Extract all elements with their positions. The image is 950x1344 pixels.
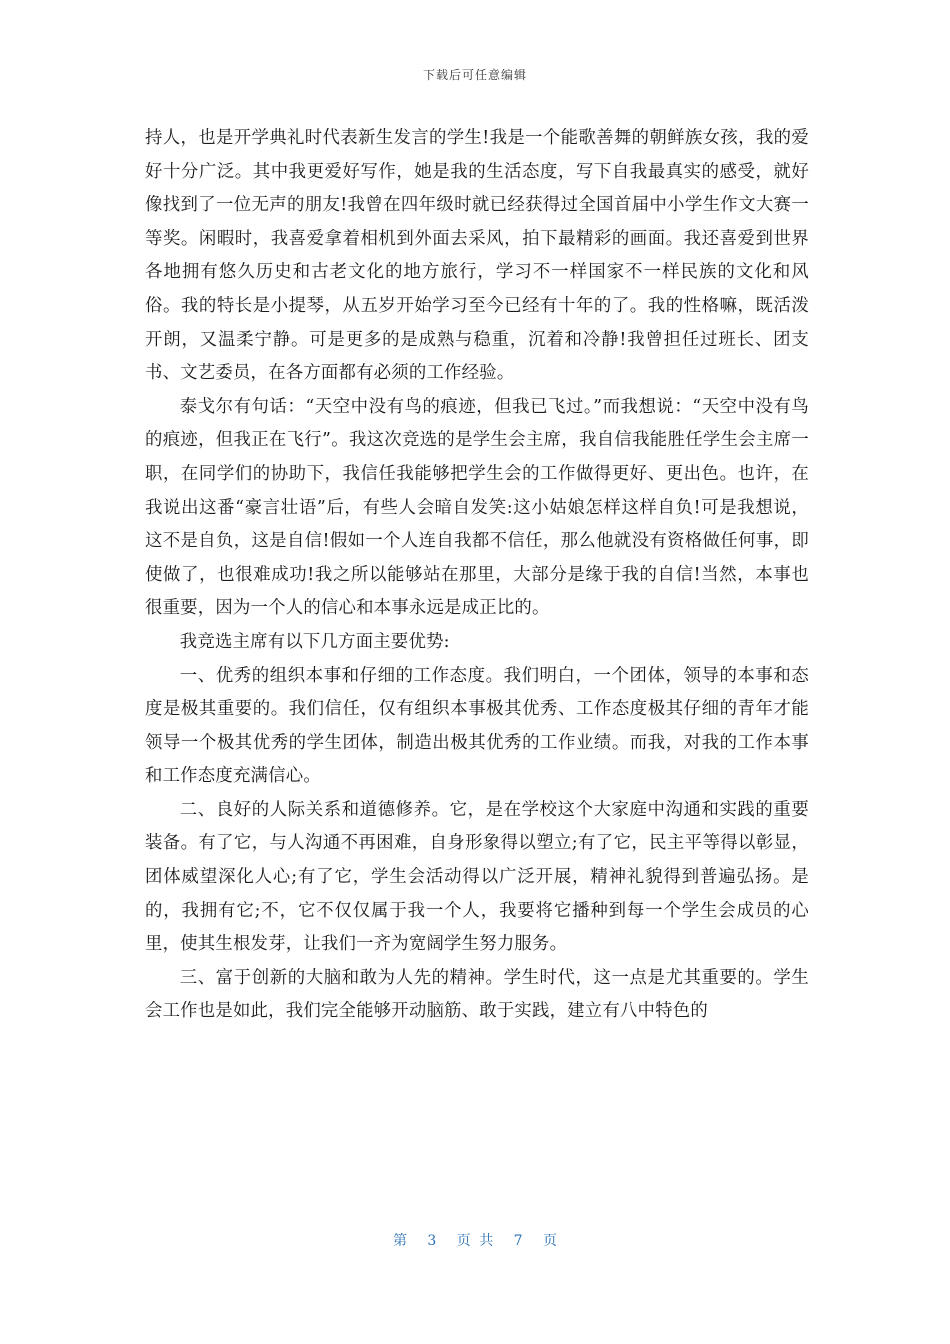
paragraph: 我竞选主席有以下几方面主要优势: bbox=[179, 631, 450, 652]
page-header-note: 下载后可任意编辑 bbox=[422, 68, 527, 82]
total-pages-number: 7 bbox=[513, 1233, 523, 1249]
paragraph: 二、良好的人际关系和道德修养。它，是在学校这个大家庭中沟通和实践的重要装备。有了它，与人沟通不再困难，自身形象得以塑立;有了它，民主平等得以彰显，团体威望深化人心;有了它，学生会活动得以广泛开展，精神礼貌得到普遍弘扬。是的，我拥有它;不，它不仅仅属于我一个人，我要将它播种到每一个学生会成员的心里，使其生根发芽，让我们一齐为宽阔学生努力服务。 bbox=[145, 799, 809, 955]
paragraph: 持人，也是开学典礼时代表新生发言的学生!我是一个能歌善舞的朝鲜族女孩，我的爱好十分广泛。其中我更爱好写作，她是我的生活态度，写下自我最真实的感受，就好像找到了一位无声的朋友!我曾在四年级时就已经获得过全国首届中小学生作文大赛一等奖。闲暇时，我喜爱拿着相机到外面去采风，拍下最精彩的画面。我还喜爱到世界各地拥有悠久历史和古老文化的地方旅行，学习不一样国家不一样民族的文化和风俗。我的特长是小提琴，从五岁开始学习至今已经有十年的了。我的性格嘛，既活泼开朗，又温柔宁静。可是更多的是成熟与稳重，沉着和冷静!我曾担任过班长、团支书、文艺委员，在各方面都有必须的工作经验。 bbox=[145, 128, 809, 384]
page-label-suffix: 页 bbox=[543, 1233, 558, 1249]
paragraph: 三、富于创新的大脑和敢为人先的精神。学生时代，这一点是尤其重要的。学生会工作也是如此，我们完全能够开动脑筋、敢于实践，建立有八中特色的 bbox=[145, 967, 809, 1022]
page-label-middle: 页 共 bbox=[456, 1233, 494, 1249]
paragraph: 泰戈尔有句话：“天空中没有鸟的痕迹，但我已飞过。”而我想说：“天空中没有鸟的痕迹，但我正在飞行”。我这次竞选的是学生会主席，我自信我能胜任学生会主席一职，在同学们的协助下，我信任我能够把学生会的工作做得更好、更出色。也许，在我说出这番“豪言壮语”后，有些人会暗自发笑:这小姑娘怎样这样自负!可是我想说，这不是自负，这是自信!假如一个人连自我都不信任，那么他就没有资格做任何事，即使做了，也很难成功!我之所以能够站在那里，大部分是缘于我的自信!当然，本事也很重要，因为一个人的信心和本事永远是成正比的。 bbox=[145, 396, 809, 619]
paragraph: 一、优秀的组织本事和仔细的工作态度。我们明白，一个团体，领导的本事和态度是极其重要的。我们信任，仅有组织本事极其优秀、工作态度极其仔细的青年才能领导一个极其优秀的学生团体，制造出极其优秀的工作业绩。而我，对我的工作本事和工作态度充满信心。 bbox=[145, 665, 809, 787]
document-body bbox=[145, 122, 809, 1029]
page-number-footer bbox=[0, 1230, 950, 1250]
page-label-prefix: 第 bbox=[392, 1233, 407, 1249]
current-page-number: 3 bbox=[427, 1233, 437, 1249]
